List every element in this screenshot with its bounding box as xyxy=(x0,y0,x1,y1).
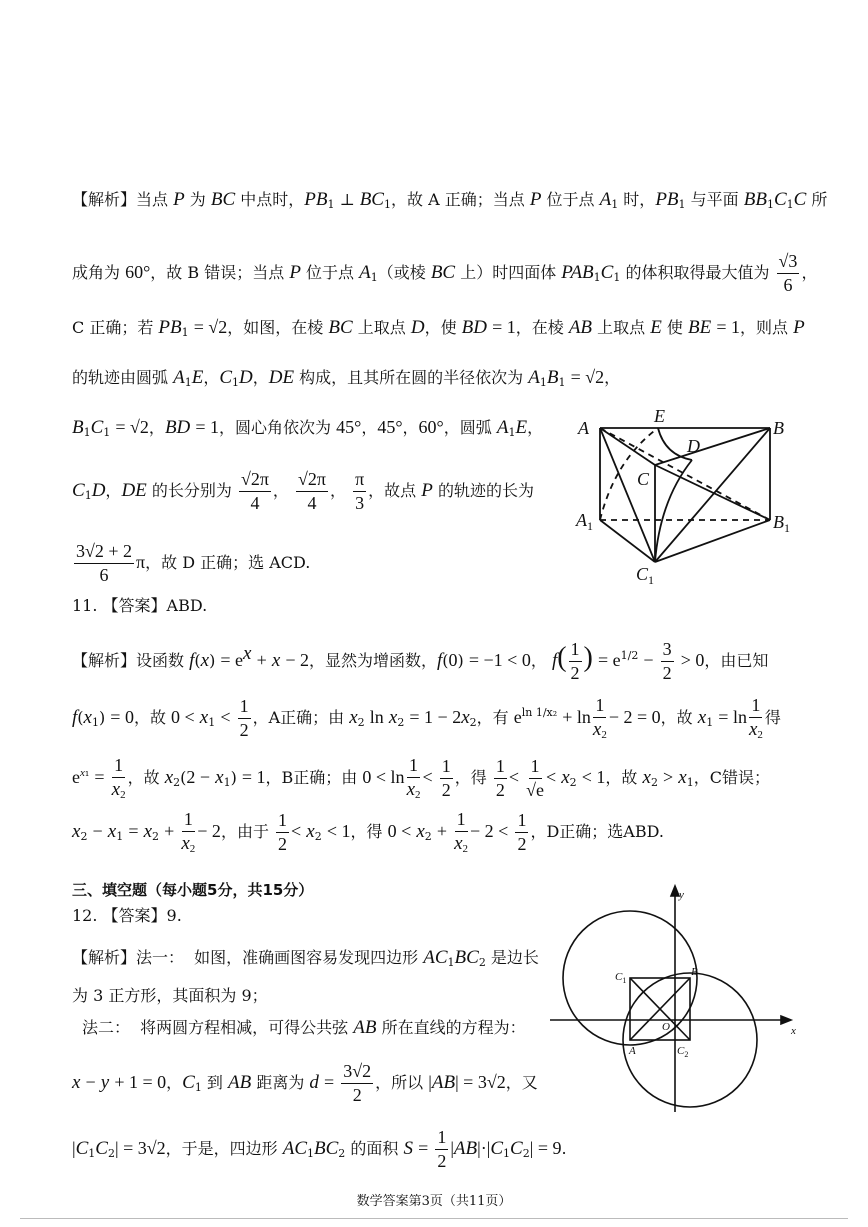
footer-divider xyxy=(20,1218,848,1219)
label-O: O xyxy=(662,1021,670,1033)
label-A: A xyxy=(629,1045,636,1057)
q12-line-1: 【解析】法一： 如图，准确画图容易发现四边形 $AC_1BC_2$ 是边长 xyxy=(72,947,539,969)
fraction-sqrt3-over-6: $\frac{√3}{6}$ xyxy=(778,251,798,295)
q12-line-5: $|C_1C_2| = 3√2$，于是，四边形 $AC_1BC_2$ 的面积 S = $\frac{1}{2}$ $|AB|\cdot|C_1C_2| = 9$. xyxy=(72,1127,567,1171)
q12-line-3: 法二： 将两圆方程相减，可得公共弦 AB 所在直线的方程为： xyxy=(82,1017,526,1038)
circles-figure xyxy=(545,880,805,1120)
diag-AB1 xyxy=(600,428,770,520)
arc-A1E xyxy=(600,428,658,520)
q10-line-1-content: 【解析】当点 P 为 BC 中点时，$PB_1$ ⊥ $BC_1$，故 A 正确；当点 P 位于点 $A_1$ 时，$PB_1$ 与平面 $BB_1C_1C$ 所 xyxy=(72,189,828,211)
label-E: E xyxy=(654,406,665,426)
q10-line-7: $\frac{3√2 + 2}{6}$ π，故 D 正确；选 ACD. xyxy=(76,541,311,585)
q10-line-4: 的轨迹由圆弧 $A_1E$，$C_1D$，DE 构成，且其所在圆的半径依次为 $A_1B_1 = √2$， xyxy=(72,367,621,389)
label-D: D xyxy=(687,436,700,456)
fraction-3sqrt2-plus-2-over-6: $\frac{3√2 + 2}{6}$ xyxy=(76,541,133,585)
q10-line-5: $B_1C_1 = √2$，BD = 1，圆心角依次为 45°，45°，60°，圆弧 $A_1E$， xyxy=(72,417,544,439)
q10-line-2: 成角为 60°，故 B 错误；当点 P 位于点 $A_1$（或棱 BC 上）时四面体 $PAB_1C_1$ 的体积取得最大值为 $\frac{√3}{6}$ ， xyxy=(72,251,818,295)
label-C1: $C_1$ xyxy=(615,971,627,985)
label-C2: $C_2$ xyxy=(677,1045,689,1059)
label-B1: $B_1$ xyxy=(773,512,790,535)
page-footer: 数学答案第3页（共11页） xyxy=(356,1194,512,1209)
q12-line-4: x − y + 1 = 0，$C_1$ 到 AB 距离为 d = $\frac{3√2}{2}$ ，所以 |AB| = 3√2，又 xyxy=(72,1061,538,1105)
q11-answer: 11. 【答案】ABD. xyxy=(72,596,208,615)
q10-line-3: C 正确；若 $PB_1 = √2$，如图，在棱 BC 上取点 D，使 BD = 1，在棱 AB 上取点 E 使 BE = 1，则点 P xyxy=(72,317,805,339)
edge-CB xyxy=(655,428,770,465)
q12-line-2: 为 3 正方形，其面积为 9； xyxy=(72,986,268,1005)
q11-line-4: $x_2 - x_1 = x_2$ + $\frac{1}{x_2}$ − 2，由于 $\frac{1}{2}$ < $x_2 < 1$，得 $0 < x_2$ + $\frac{1}{x_2}$ − 2 < $\frac{1}{2}$ ，D正确；选ABD. xyxy=(72,809,664,855)
label-A: A xyxy=(578,418,589,438)
fraction-sqrt2pi-over-4-a: $\frac{√2\pi}{4}$ xyxy=(240,469,269,513)
q11-line-2: $f(x_1) = 0$，故 $0 < x_1$ < $\frac{1}{2}$ ，A正确；由 $x_2$ $\ln x_2 = 1 - 2x_2$，有 $e^{ln 1/x_2} + \ln$ $\frac{1}{x_2}$ − 2 = 0，故 $x_1 = \ln$ $\frac{1}{x_2}$ 得 xyxy=(72,695,781,741)
q11-line-3: $e^{x_1}$ = $\frac{1}{x_2}$ ，故 $x_2(2 - x_1) = 1$，B正确；由 0 < ln $\frac{1}{x_2}$ < $\frac{1}{2}$ ，得 $\frac{1}{2}$ < $\frac{1}{√e}$ < $x_2 < 1$，故 $x_2 > x_1$，C错误； xyxy=(72,755,770,801)
q11-line-1: 【解析】设函数 $f(x) = e^x + x - 2$，显然为增函数，f(0) = −1 < 0， f( $\frac{1}{2}$ ) = $e^{1/2}$ − $\frac{3}{2}$ > 0，由已知 xyxy=(72,639,769,683)
label-y: y xyxy=(679,889,684,901)
q12-answer: 12. 【答案】9. xyxy=(72,906,182,925)
fraction-pi-over-3: $\frac{\pi}{3}$ xyxy=(355,469,365,513)
x-axis-arrow xyxy=(781,1016,791,1024)
label-C1: $C_1$ xyxy=(636,564,655,587)
q10-line-1 xyxy=(72,190,827,210)
label-B: B xyxy=(773,418,784,438)
label-x: x xyxy=(791,1025,796,1037)
arc-DC1 xyxy=(655,460,692,562)
section-title: 三、填空题（每小题5分，共15分） xyxy=(72,881,314,899)
fraction-sqrt2pi-over-4-b: $\frac{√2\pi}{4}$ xyxy=(298,469,326,513)
label-A1: $A_1$ xyxy=(576,510,593,533)
label-C: C xyxy=(637,469,650,489)
y-axis-arrow xyxy=(671,886,679,896)
label-B: B xyxy=(691,966,698,978)
q10-line-6: $C_1D$，DE 的长分别为 $\frac{√2\pi}{4}$ ， $\frac{√2\pi}{4}$ ， $\frac{\pi}{3}$ ，故点 P 的轨迹的长为 xyxy=(72,469,534,513)
prism-figure xyxy=(570,400,800,600)
